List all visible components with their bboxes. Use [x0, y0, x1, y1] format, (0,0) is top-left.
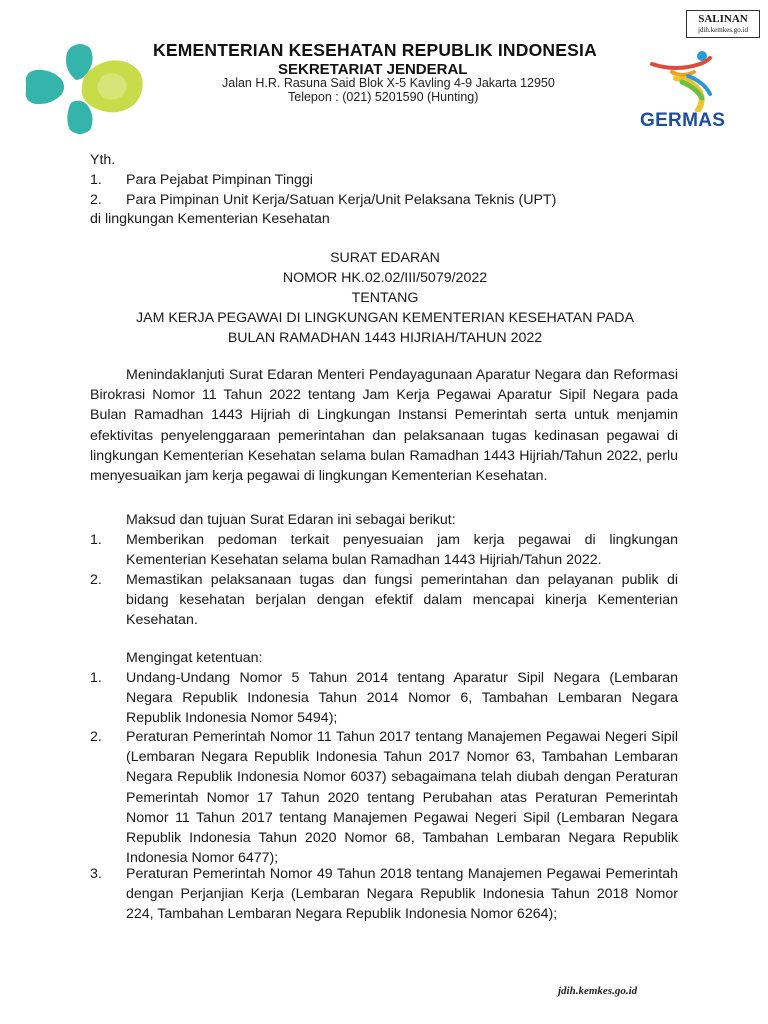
organization-address: Jalan H.R. Rasuna Said Blok X-5 Kavling 4-9 Jakarta 12950 [222, 76, 555, 90]
document-subject-line-2: BULAN RAMADHAN 1443 HIJRIAH/TAHUN 2022 [227, 330, 543, 346]
purpose-item: Memastikan pelaksanaan tugas dan fungsi pemerintahan dan pelayanan publik di bidang kesehatan berjalan dengan efektif dalam mencapai kinerja Kementerian Kesehatan. [126, 572, 678, 629]
addressee-location: di lingkungan Kementerian Kesehatan [90, 211, 330, 227]
purpose-item: Memberikan pedoman terkait penyesuaian jam kerja pegawai di lingkungan Kementerian Kesehatan selama bulan Ramadhan 1443 Hijriah/Tahun 2022. [126, 532, 678, 569]
addressee-yth: Yth. [90, 152, 116, 168]
addressee-number: 2. [90, 192, 102, 208]
document-number: NOMOR HK.02.02/III/5079/2022 [282, 270, 488, 286]
considering-item: Undang-Undang Nomor 5 Tahun 2014 tentang Aparatur Sipil Negara (Lembaran Negara Republik Indonesia Tahun 2014 Nomor 6, Tambahan Lembaran Negara Republik Indonesia Nomor 5494); [126, 670, 678, 727]
salinan-url: jdih.kemkes.go.id [698, 26, 748, 34]
document-about-label: TENTANG [351, 290, 419, 306]
addressee-item: Para Pimpinan Unit Kerja/Satuan Kerja/Unit Pelaksana Teknis (UPT) [126, 192, 557, 208]
document-type: SURAT EDARAN [330, 250, 440, 266]
document-subject-line-1: JAM KERJA PEGAWAI DI LINGKUNGAN KEMENTERIAN KESEHATAN PADA [136, 310, 634, 326]
footer-url: jdih.kemkes.go.id [558, 985, 638, 997]
organization-telephone: Telepon : (021) 5201590 (Hunting) [288, 90, 479, 104]
considering-heading: Mengingat ketentuan: [126, 650, 263, 666]
purpose-heading: Maksud dan tujuan Surat Edaran ini sebagai berikut: [126, 512, 456, 528]
kemkes-logo [22, 42, 152, 138]
purpose-number: 2. [90, 572, 102, 588]
salinan-title: SALINAN [698, 13, 748, 25]
considering-number: 3. [90, 866, 102, 882]
intro-paragraph: Menindaklanjuti Surat Edaran Menteri Pendayagunaan Aparatur Negara dan Reformasi Birokrasi Nomor 11 Tahun 2022 tentang Jam Kerja Pegawai Aparatur Sipil Negara pada Bulan Ramadhan 1443 Hijriah di Lingkungan Instansi Pemerintah serta untuk menjamin efektivitas penyelenggaraan pemerintahan dan pelaksanaan tugas kedinasan pegawai di lingkungan Kementerian Kesehatan selama bulan Ramadhan 1443 Hijriah/Tahun 2022, perlu menyesuaikan jam kerja pegawai di lingkungan Kementerian Kesehatan. [90, 367, 678, 485]
salinan-stamp [686, 10, 760, 38]
organization-sub-unit: SEKRETARIAT JENDERAL [278, 61, 468, 78]
considering-number: 2. [90, 729, 102, 745]
germas-wordmark: GERMAS [640, 110, 726, 131]
considering-item: Peraturan Pemerintah Nomor 11 Tahun 2017 tentang Manajemen Pegawai Negeri Sipil (Lembaran Negara Republik Indonesia Tahun 2017 Nomor 63, Tambahan Lembaran Negara Republik Indonesia Nomor 6037) sebagaimana telah diubah dengan Peraturan Pemerintah Nomor 17 Tahun 2020 tentang Perubahan atas Peraturan Pemerintah Nomor 11 Tahun 2017 tentang Manajemen Pegawai Negeri Sipil (Lembaran Negara Republik Indonesia Tahun 2020 Nomor 68, Tambahan Lembaran Negara Republik Indonesia Nomor 6477); [126, 729, 678, 867]
purpose-number: 1. [90, 532, 102, 548]
organization-name: KEMENTERIAN KESEHATAN REPUBLIK INDONESIA [153, 40, 597, 60]
germas-logo [642, 42, 724, 112]
considering-item: Peraturan Pemerintah Nomor 49 Tahun 2018 tentang Manajemen Pegawai Pemerintah dengan Perjanjian Kerja (Lembaran Negara Republik Indonesia Tahun 2018 Nomor 224, Tambahan Lembaran Negara Republik Indonesia Nomor 6264); [126, 866, 678, 923]
addressee-number: 1. [90, 172, 102, 188]
considering-number: 1. [90, 670, 102, 686]
addressee-item: Para Pejabat Pimpinan Tinggi [126, 172, 313, 188]
